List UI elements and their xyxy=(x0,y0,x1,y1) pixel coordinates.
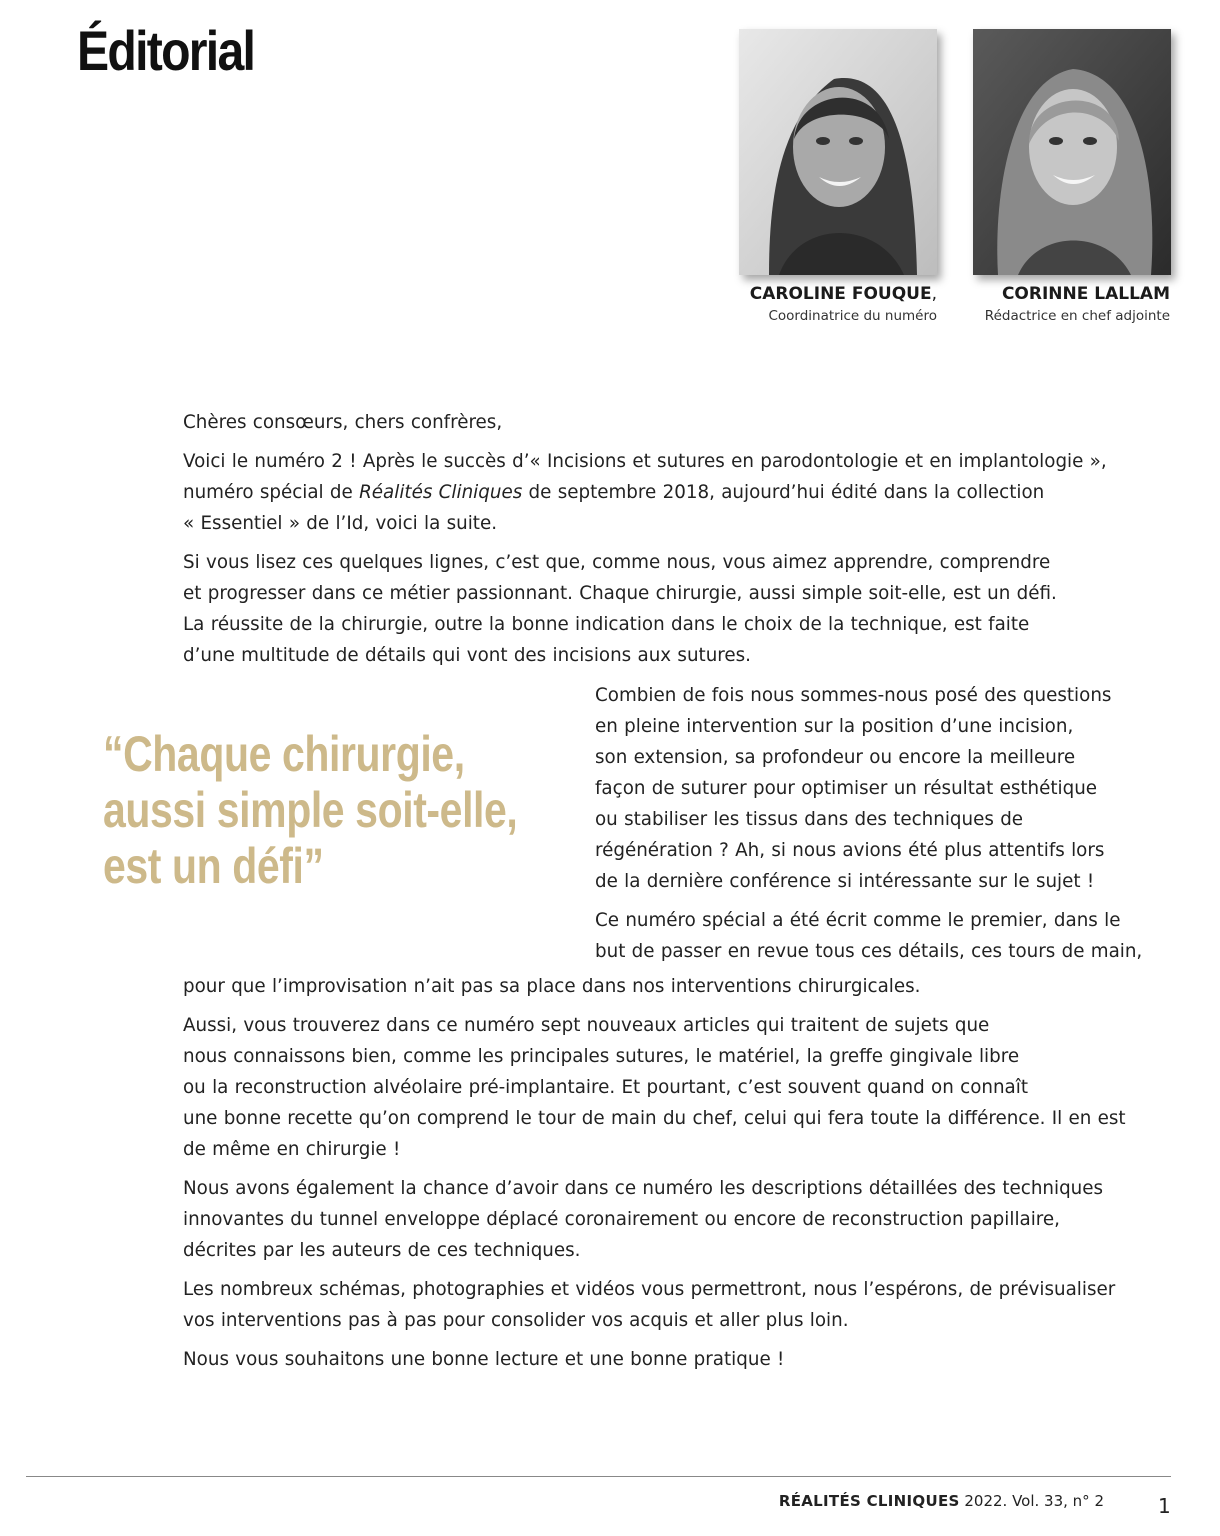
portrait-photo-icon xyxy=(973,29,1171,275)
editorial-intro xyxy=(183,407,1107,679)
paragraph-motivation: Si vous lisez ces quelques lignes, c’est que, comme nous, vous aimez apprendre, comprendre et progresser dans ce métier passionnant. Chaque chirurgie, aussi simple soit-elle, est un défi. La réussite de la chirurgie, outre la bonne indication dans le choix de la technique, est faite d’une multitude de détails qui vont des incisions aux sutures. xyxy=(183,552,1057,666)
author-name: CAROLINE FOUQUE, xyxy=(749,284,937,304)
editorial-right-column xyxy=(595,680,1142,975)
issue-info: 2022. Vol. 33, n° 2 xyxy=(959,1492,1104,1510)
editorial-main xyxy=(183,971,1126,1383)
page-title: Éditorial xyxy=(77,19,255,82)
paragraph-articles: Aussi, vous trouverez dans ce numéro sept nouveaux articles qui traitent de sujets que nous connaissons bien, comme les principales sutures, le matériel, la greffe gingivale libre ou la reconstruction alvéolaire pré-implantaire. Et pourtant, c’est souvent quand on connaît une bonne recette qu’on comprend le tour de main du chef, celui qui fera toute la différence. Il en est de même en chirurgie ! xyxy=(183,1015,1126,1160)
author-caption-corinne-lallam xyxy=(985,284,1170,324)
pull-quote: “Chaque chirurgie, aussi simple soit-elle, est un défi” xyxy=(103,726,518,894)
author-name: CORINNE LALLAM xyxy=(1001,284,1170,304)
footer-divider xyxy=(26,1476,1171,1477)
author-caption-caroline-fouque xyxy=(750,284,937,324)
portrait-photo-icon xyxy=(739,29,937,275)
paragraph-media: Les nombreux schémas, photographies et vidéos vous permettront, nous l’espérons, de prévisualiser vos interventions pas à pas pour consolider vos acquis et aller plus loin. xyxy=(183,1279,1116,1331)
paragraph-purpose-end: pour que l’improvisation n’ait pas sa place dans nos interventions chirurgicales. xyxy=(183,976,921,997)
paragraph-techniques: Nous avons également la chance d’avoir dans ce numéro les descriptions détaillées des techniques innovantes du tunnel enveloppe déplacé coronairement ou encore de reconstruction papillaire, décrites par les auteurs de ces techniques. xyxy=(183,1178,1104,1261)
author-role: Rédactrice en chef adjointe xyxy=(984,308,1170,324)
paragraph-issue-intro: Voici le numéro 2 ! Après le succès d’« Incisions et sutures en parodontologie et en implantologie », numéro spécial de Réalités Cliniques de septembre 2018, aujourd’hui édité dans la collection « Essentiel » de l’Id, voici la suite. xyxy=(183,451,1107,534)
paragraph-closing: Nous vous souhaitons une bonne lecture et une bonne pratique ! xyxy=(183,1349,785,1370)
paragraph-questions: Combien de fois nous sommes-nous posé des questions en pleine intervention sur la position d’une incision, son extension, sa profondeur ou encore la meilleure façon de suturer pour optimiser un résultat esthétique ou stabiliser les tissus dans des techniques de régénération ? Ah, si nous avions été plus attentifs lors de la dernière conférence si intéressante sur le sujet ! xyxy=(595,685,1112,892)
author-role: Coordinatrice du numéro xyxy=(768,308,937,324)
page-number: 1 xyxy=(1158,1494,1171,1518)
paragraph-purpose-start: Ce numéro spécial a été écrit comme le premier, dans le but de passer en revue tous ces détails, ces tours de main, xyxy=(595,910,1143,962)
journal-name: RÉALITÉS CLINIQUES xyxy=(778,1492,960,1510)
footer-citation xyxy=(779,1492,1104,1510)
paragraph-greeting: Chères consœurs, chers confrères, xyxy=(183,412,503,433)
author-photo-caroline-fouque xyxy=(739,29,937,275)
author-photo-corinne-lallam xyxy=(973,29,1171,275)
